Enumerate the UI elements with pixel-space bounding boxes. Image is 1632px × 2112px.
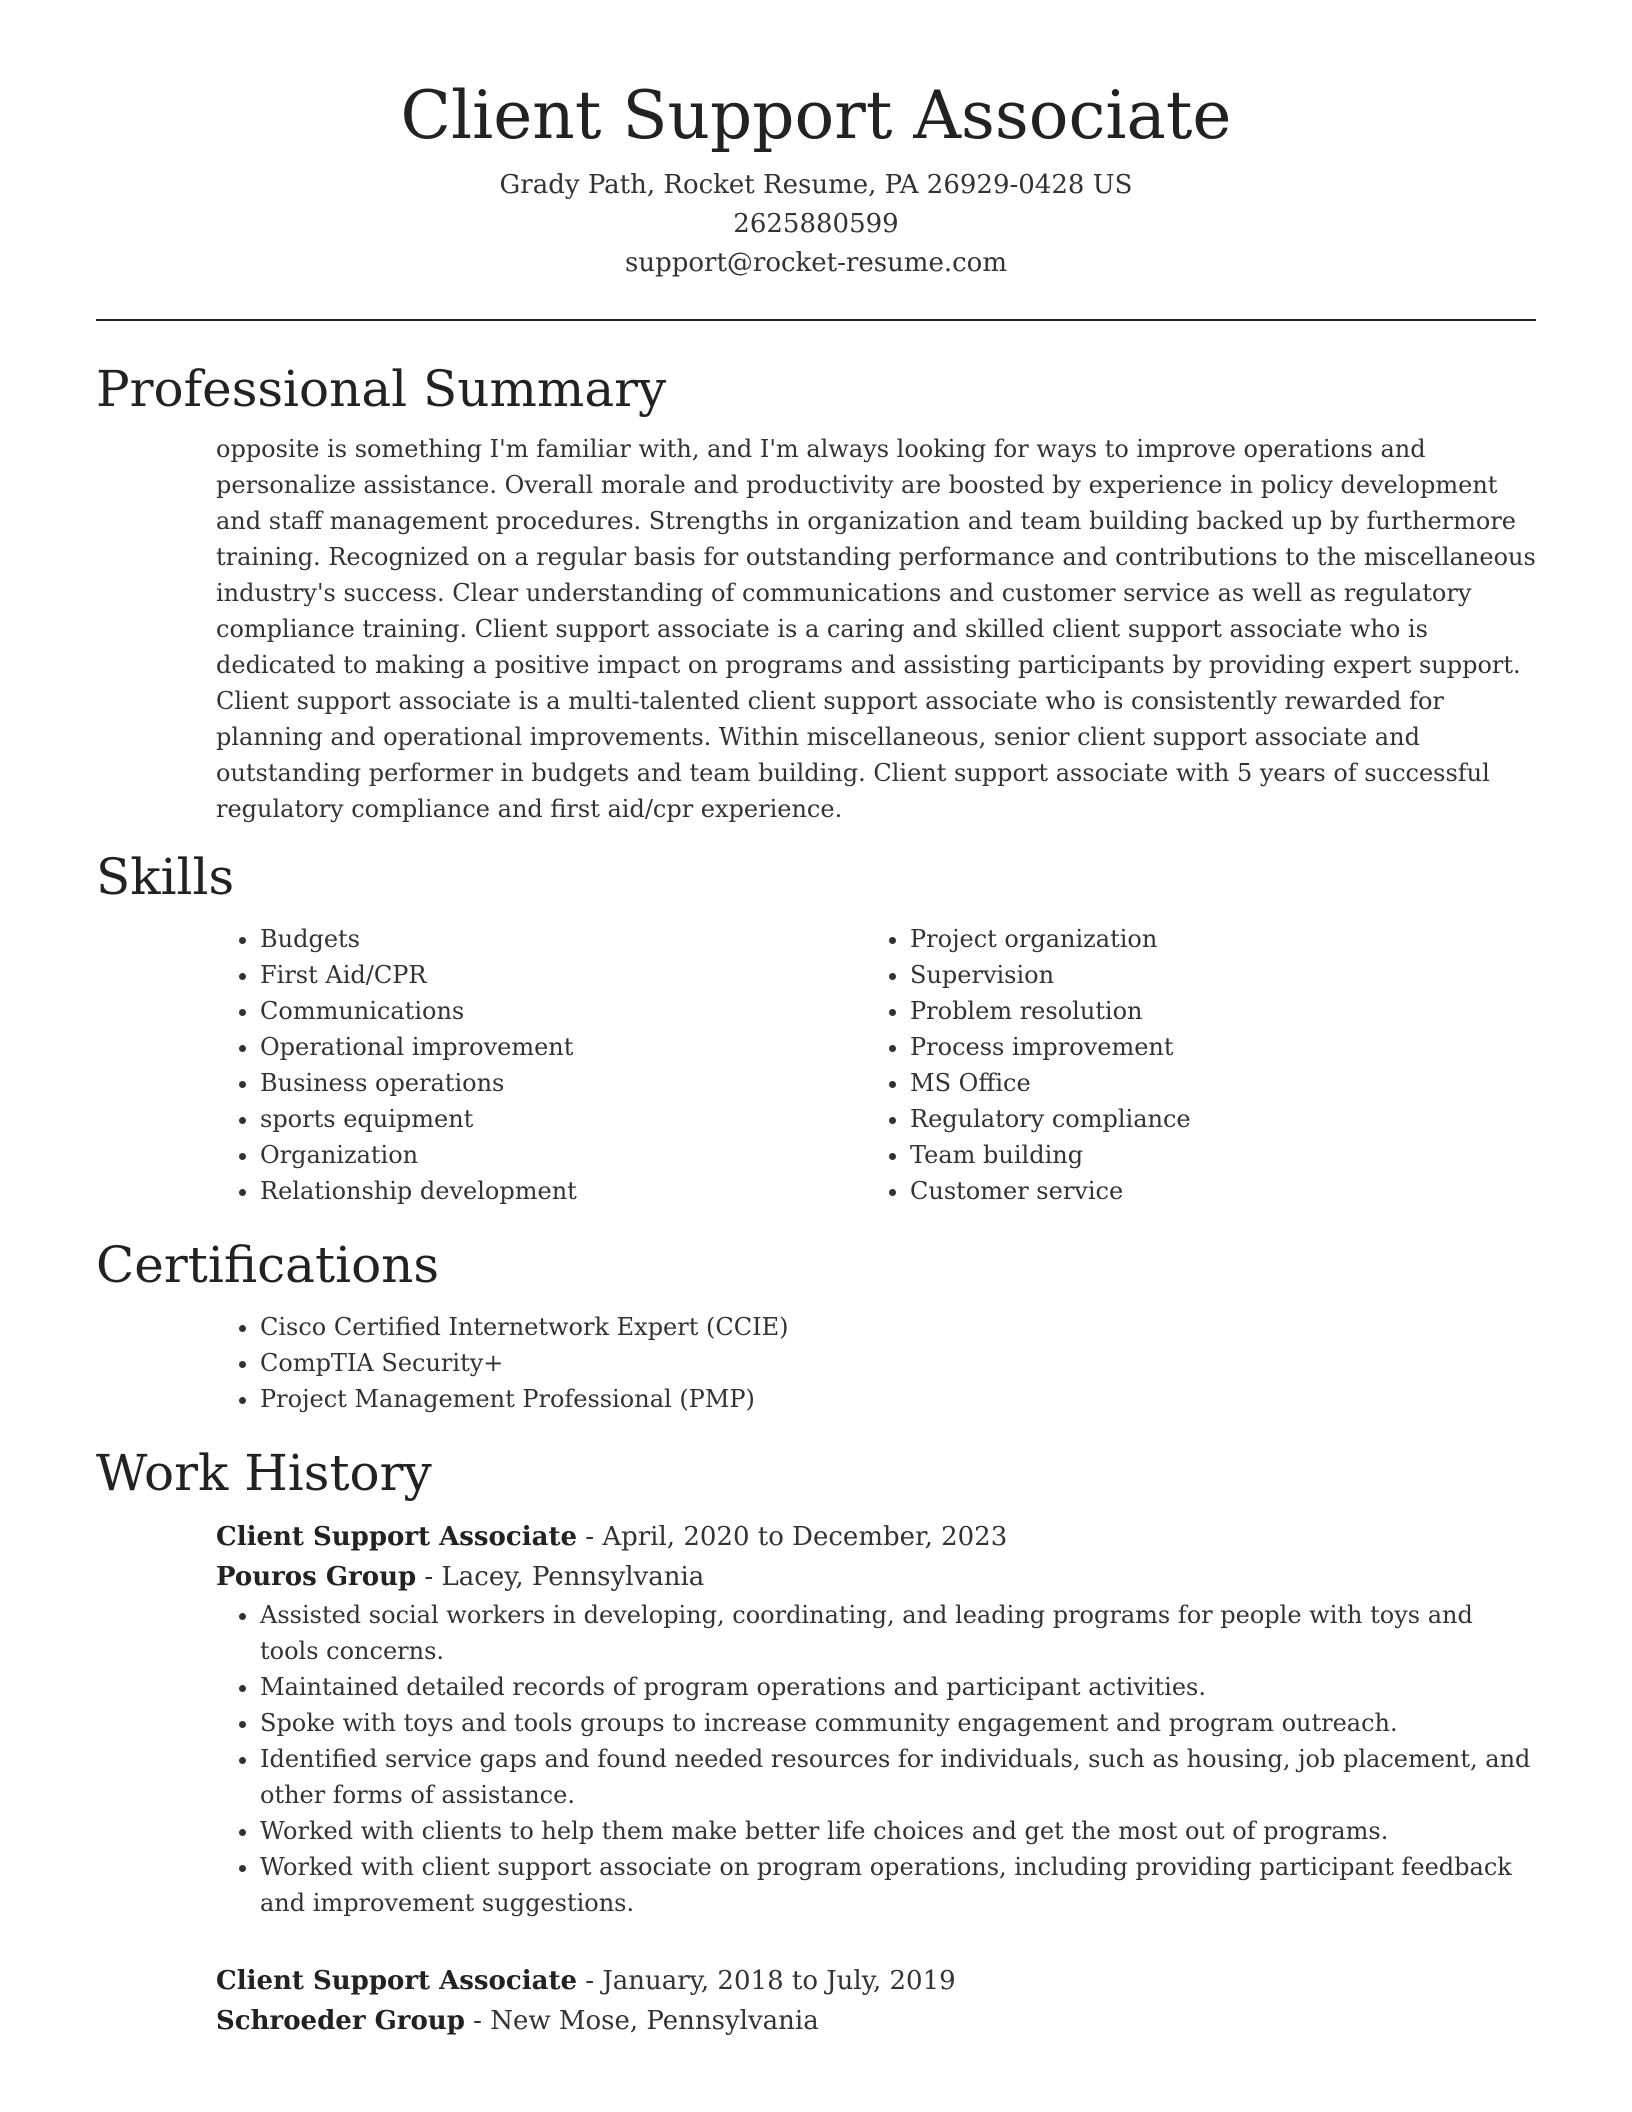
skills-grid bbox=[216, 921, 1536, 1209]
certifications-heading: Certifications bbox=[96, 1235, 440, 1294]
certification-item: • Project Management Professional (PMP) bbox=[260, 1381, 1536, 1417]
job-bullet: • Worked with clients to help them make better life choices and get the most out of programs. bbox=[260, 1813, 1536, 1849]
skill-item: • Problem resolution bbox=[910, 993, 1516, 1029]
job-company-line bbox=[216, 1557, 1536, 1597]
job-company: Schroeder Group bbox=[216, 2005, 465, 2036]
skill-item: • First Aid/CPR bbox=[260, 957, 866, 993]
job-separator: - bbox=[585, 1521, 603, 1552]
work-history-block bbox=[216, 1517, 1536, 2041]
skill-item: • Organization bbox=[260, 1137, 866, 1173]
resume-header bbox=[96, 0, 1536, 283]
summary-text: opposite is something I'm familiar with, and I'm always looking for ways to improve operations and personalize assistance. Overall morale and productivity are boosted by experience in policy development and staff management procedures. Strengths in organization and team building backed up by furthermore training. Recognized on a regular basis for outstanding performance and contributions to the miscellaneous industry's success. Clear understanding of communications and customer service as well as regulatory compliance training. Client support associate is a caring and skilled client support associate who is dedicated to making a positive impact on programs and assisting participants by providing expert support. Client support associate is a multi-talented client support associate who is consistently rewarded for planning and operational improvements. Within miscellaneous, senior client support associate and outstanding performer in budgets and team building. Client support associate with 5 years of successful regulatory compliance and first aid/cpr experience. bbox=[216, 434, 1536, 823]
job-company: Pouros Group bbox=[216, 1561, 417, 1592]
job-role: Client Support Associate bbox=[216, 1965, 577, 1996]
resume-title: Client Support Associate bbox=[400, 77, 1232, 154]
job-dates: January, 2018 to July, 2019 bbox=[602, 1965, 956, 1996]
skill-item: • Business operations bbox=[260, 1065, 866, 1101]
contact-block bbox=[96, 166, 1536, 283]
skill-item: • MS Office bbox=[910, 1065, 1516, 1101]
contact-address: Grady Path, Rocket Resume, PA 26929-0428 US bbox=[499, 169, 1133, 200]
job-title-line bbox=[216, 1517, 1536, 1557]
job-separator: - bbox=[424, 1561, 442, 1592]
job-bullets bbox=[216, 1597, 1536, 1921]
job-bullet: • Identified service gaps and found needed resources for individuals, such as housing, job placement, and other forms of assistance. bbox=[260, 1741, 1536, 1813]
skill-item: • Communications bbox=[260, 993, 866, 1029]
skill-item: • Project organization bbox=[910, 921, 1516, 957]
certification-item: • CompTIA Security+ bbox=[260, 1345, 1536, 1381]
job-entry bbox=[216, 1517, 1536, 1921]
contact-phone: 2625880599 bbox=[733, 208, 899, 239]
job-dates: April, 2020 to December, 2023 bbox=[602, 1521, 1008, 1552]
job-location: Lacey, Pennsylvania bbox=[441, 1561, 705, 1592]
skill-item: • Relationship development bbox=[260, 1173, 866, 1209]
skill-item: • sports equipment bbox=[260, 1101, 866, 1137]
contact-email: support@rocket-resume.com bbox=[624, 247, 1007, 278]
skill-item: • Customer service bbox=[910, 1173, 1516, 1209]
skill-item: • Team building bbox=[910, 1137, 1516, 1173]
job-entry bbox=[216, 1961, 1536, 2041]
work-history-heading: Work History bbox=[96, 1443, 432, 1502]
job-company-line bbox=[216, 2001, 1536, 2041]
job-role: Client Support Associate bbox=[216, 1521, 577, 1552]
resume-page bbox=[96, 0, 1536, 2041]
job-title-line bbox=[216, 1961, 1536, 2001]
skills-list-left bbox=[216, 921, 866, 1209]
header-divider bbox=[96, 319, 1536, 321]
job-bullet: • Spoke with toys and tools groups to increase community engagement and program outreach. bbox=[260, 1705, 1536, 1741]
skills-heading: Skills bbox=[96, 847, 235, 906]
skill-item: • Process improvement bbox=[910, 1029, 1516, 1065]
skill-item: • Operational improvement bbox=[260, 1029, 866, 1065]
skill-item: • Supervision bbox=[910, 957, 1516, 993]
job-bullet: • Worked with client support associate on program operations, including providing participant feedback and improvement suggestions. bbox=[260, 1849, 1536, 1921]
certifications-block bbox=[216, 1309, 1536, 1417]
job-bullet: • Assisted social workers in developing, coordinating, and leading programs for people with toys and tools concerns. bbox=[260, 1597, 1536, 1669]
job-bullet: • Maintained detailed records of program operations and participant activities. bbox=[260, 1669, 1536, 1705]
job-location: New Mose, Pennsylvania bbox=[490, 2005, 819, 2036]
skill-item: • Budgets bbox=[260, 921, 866, 957]
certification-item: • Cisco Certified Internetwork Expert (CCIE) bbox=[260, 1309, 1536, 1345]
skills-list-right bbox=[866, 921, 1516, 1209]
skill-item: • Regulatory compliance bbox=[910, 1101, 1516, 1137]
job-separator: - bbox=[585, 1965, 603, 1996]
certifications-list bbox=[216, 1309, 1536, 1417]
job-separator: - bbox=[473, 2005, 491, 2036]
summary-heading: Professional Summary bbox=[96, 359, 667, 418]
